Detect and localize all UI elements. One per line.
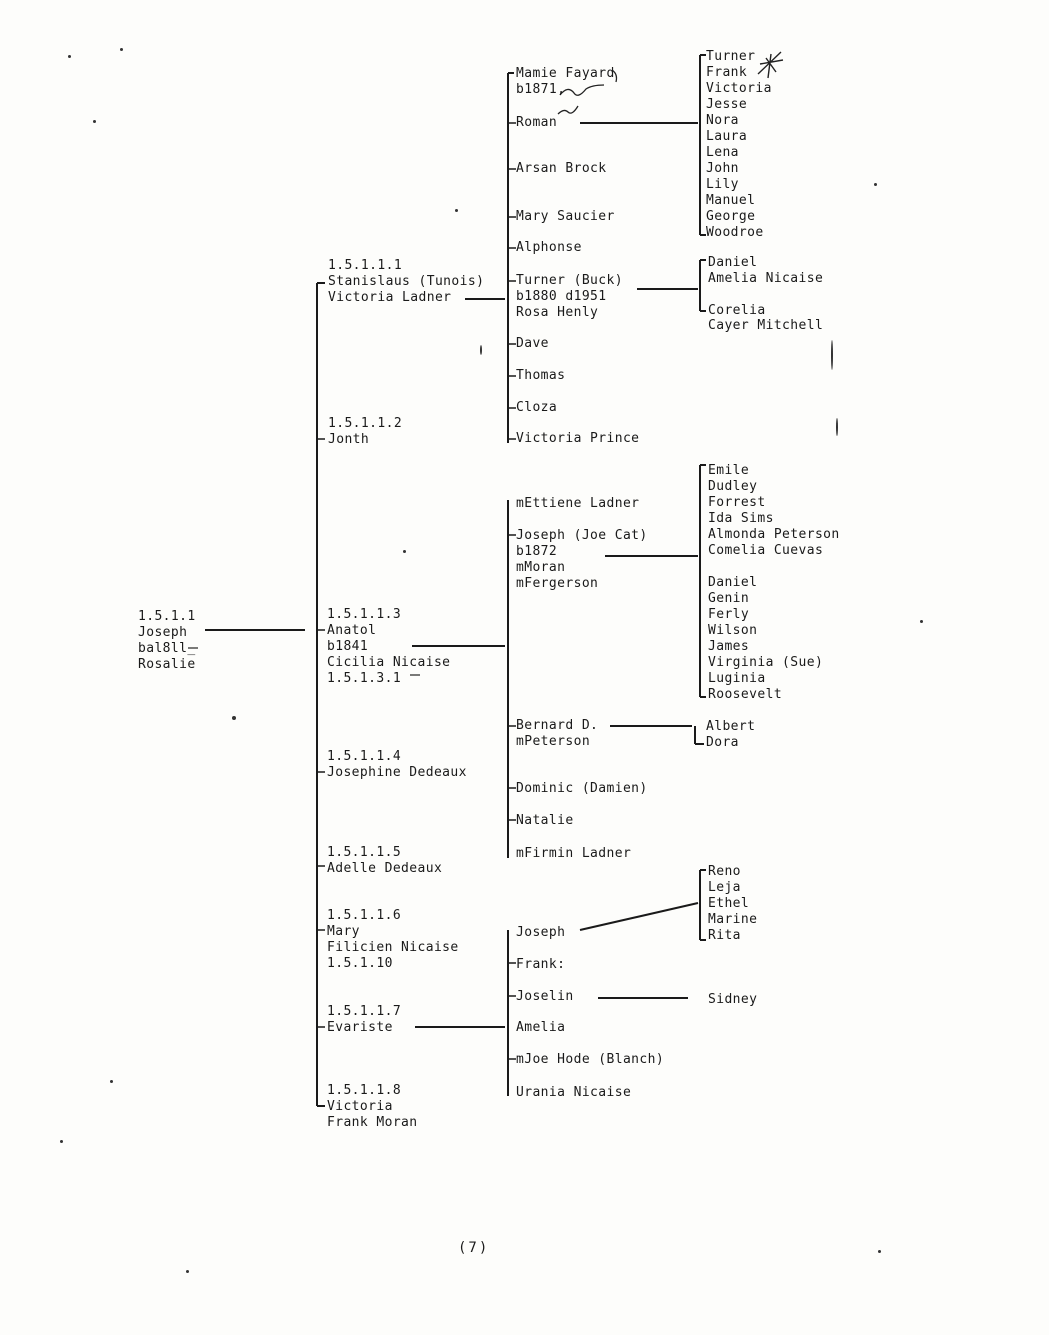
roman-child: Nora (706, 113, 739, 128)
child-1-spouse: Victoria Ladner (328, 290, 452, 305)
root-name: Joseph (138, 625, 188, 640)
anatol-child-bernard-spouse: mPeterson (516, 734, 591, 749)
child-8-name: Victoria (327, 1099, 393, 1114)
evariste-child-joseph: Joseph (516, 925, 566, 940)
joe-cat-child: Forrest (708, 495, 766, 510)
photocopy-speck (60, 1140, 63, 1143)
child-6-name: Mary (327, 924, 360, 939)
evariste-child-joe-hode: mJoe Hode (Blanch) (516, 1052, 665, 1067)
photocopy-speck (120, 48, 123, 51)
root-spouse: Rosalie (138, 657, 196, 672)
photocopy-speck (68, 55, 71, 58)
joselin-child: Sidney (708, 992, 758, 1007)
stanislaus-child-cloza: Cloza (516, 400, 558, 415)
stanislaus-child-alphonse: Alphonse (516, 240, 582, 255)
anatol-child-natalie: Natalie (516, 813, 574, 828)
bernard-child: Albert (706, 719, 756, 734)
stanislaus-child-roman: Roman (516, 115, 558, 130)
photocopy-speck (920, 620, 923, 623)
child-7-name: Evariste (327, 1020, 393, 1035)
stanislaus-child-arsan: Arsan Brock (516, 161, 607, 176)
joseph-child: Leja (708, 880, 741, 895)
child-4-id: 1.5.1.1.4 (327, 749, 402, 764)
child-3-birth: b1841 (327, 639, 369, 654)
child-6-id: 1.5.1.1.6 (327, 908, 402, 923)
turner-child: Amelia Nicaise (708, 271, 824, 286)
child-8-spouse: Frank Moran (327, 1115, 418, 1130)
joe-cat-child: Genin (708, 591, 750, 606)
child-3-ref: 1.5.1.3.1 (327, 671, 402, 686)
photocopy-speck (93, 120, 96, 123)
anatol-child-bernard: Bernard D. (516, 718, 599, 733)
roman-child: Woodroe (706, 225, 764, 240)
photocopy-speck (186, 1270, 189, 1273)
child-3-id: 1.5.1.1.3 (327, 607, 402, 622)
photocopy-speck (831, 340, 833, 370)
root-birth: bal8ll_ (138, 641, 196, 656)
photocopy-speck (403, 550, 406, 553)
child-7-id: 1.5.1.1.7 (327, 1004, 402, 1019)
roman-child: Jesse (706, 97, 748, 112)
joe-cat-child: Wilson (708, 623, 758, 638)
roman-child: John (706, 161, 739, 176)
photocopy-speck (874, 183, 877, 186)
stanislaus-child-mamie-birth: b1871, (516, 82, 566, 97)
roman-child: Lily (706, 177, 739, 192)
anatol-child-firmin: mFirmin Ladner (516, 846, 632, 861)
stanislaus-child-dave: Dave (516, 336, 549, 351)
page-number: (7) (458, 1240, 490, 1256)
roman-child: Frank (706, 65, 748, 80)
joe-cat-child: Ida Sims (708, 511, 774, 526)
child-1-id: 1.5.1.1.1 (328, 258, 403, 273)
joseph-child: Marine (708, 912, 758, 927)
stanislaus-child-mamie: Mamie Fayard (516, 66, 615, 81)
stanislaus-child-turner-spouse: Rosa Henly (516, 305, 599, 320)
root-id: 1.5.1.1 (138, 609, 196, 624)
child-1-name: Stanislaus (Tunois) (328, 274, 485, 289)
photocopy-speck (455, 209, 458, 212)
joseph-child: Ethel (708, 896, 750, 911)
joe-cat-child: Dudley (708, 479, 758, 494)
photocopy-speck (480, 345, 482, 355)
roman-child: Turner (706, 49, 756, 64)
anatol-child-joe-cat-spouse2: mFergerson (516, 576, 599, 591)
child-5-name: Adelle Dedeaux (327, 861, 443, 876)
joe-cat-child: Luginia (708, 671, 766, 686)
photocopy-speck (878, 1250, 881, 1253)
joe-cat-child: Comelia Cuevas (708, 543, 824, 558)
stanislaus-child-thomas: Thomas (516, 368, 566, 383)
photocopy-speck (836, 418, 838, 436)
child-3-spouse: Cicilia Nicaise (327, 655, 451, 670)
turner-child: Daniel (708, 255, 758, 270)
star-mark (758, 52, 783, 78)
roman-child: Laura (706, 129, 748, 144)
anatol-child-joe-cat-spouse1: mMoran (516, 560, 566, 575)
anatol-child-ettiene: mEttiene Ladner (516, 496, 640, 511)
photocopy-speck (110, 1080, 113, 1083)
stanislaus-child-turner-dates: b1880 d1951 (516, 289, 607, 304)
child-6-spouse: Filicien Nicaise (327, 940, 459, 955)
child-8-id: 1.5.1.1.8 (327, 1083, 402, 1098)
child-2-id: 1.5.1.1.2 (328, 416, 403, 431)
anatol-child-joe-cat: Joseph (Joe Cat) (516, 528, 648, 543)
stanislaus-child-mary: Mary Saucier (516, 209, 615, 224)
turner-child: Corelia (708, 303, 766, 318)
evariste-child-urania: Urania Nicaise (516, 1085, 632, 1100)
anatol-child-joe-cat-birth: b1872 (516, 544, 558, 559)
child-2-name: Jonth (328, 432, 370, 447)
stanislaus-child-victoria: Victoria Prince (516, 431, 640, 446)
joseph-child: Rita (708, 928, 741, 943)
joe-cat-child: Almonda Peterson (708, 527, 840, 542)
stanislaus-child-turner: Turner (Buck) (516, 273, 623, 288)
joe-cat-child: Ferly (708, 607, 750, 622)
child-3-name: Anatol (327, 623, 377, 638)
joe-cat-child: Virginia (Sue) (708, 655, 824, 670)
child-5-id: 1.5.1.1.5 (327, 845, 402, 860)
photocopy-speck (232, 716, 236, 720)
roman-child: Manuel (706, 193, 756, 208)
joe-cat-child: Daniel (708, 575, 758, 590)
roman-child: Lena (706, 145, 739, 160)
child-6-ref: 1.5.1.10 (327, 956, 393, 971)
joe-cat-child: Roosevelt (708, 687, 783, 702)
evariste-child-amelia: Amelia (516, 1020, 566, 1035)
roman-child: George (706, 209, 756, 224)
bernard-child: Dora (706, 735, 739, 750)
evariste-child-joselin: Joselin (516, 989, 574, 1004)
joe-cat-child: James (708, 639, 750, 654)
turner-child: Cayer Mitchell (708, 318, 824, 333)
joseph-child: Reno (708, 864, 741, 879)
anatol-child-dominic: Dominic (Damien) (516, 781, 648, 796)
joe-cat-child: Emile (708, 463, 750, 478)
roman-child: Victoria (706, 81, 772, 96)
child-4-name: Josephine Dedeaux (327, 765, 467, 780)
evariste-child-frank: Frank: (516, 957, 566, 972)
